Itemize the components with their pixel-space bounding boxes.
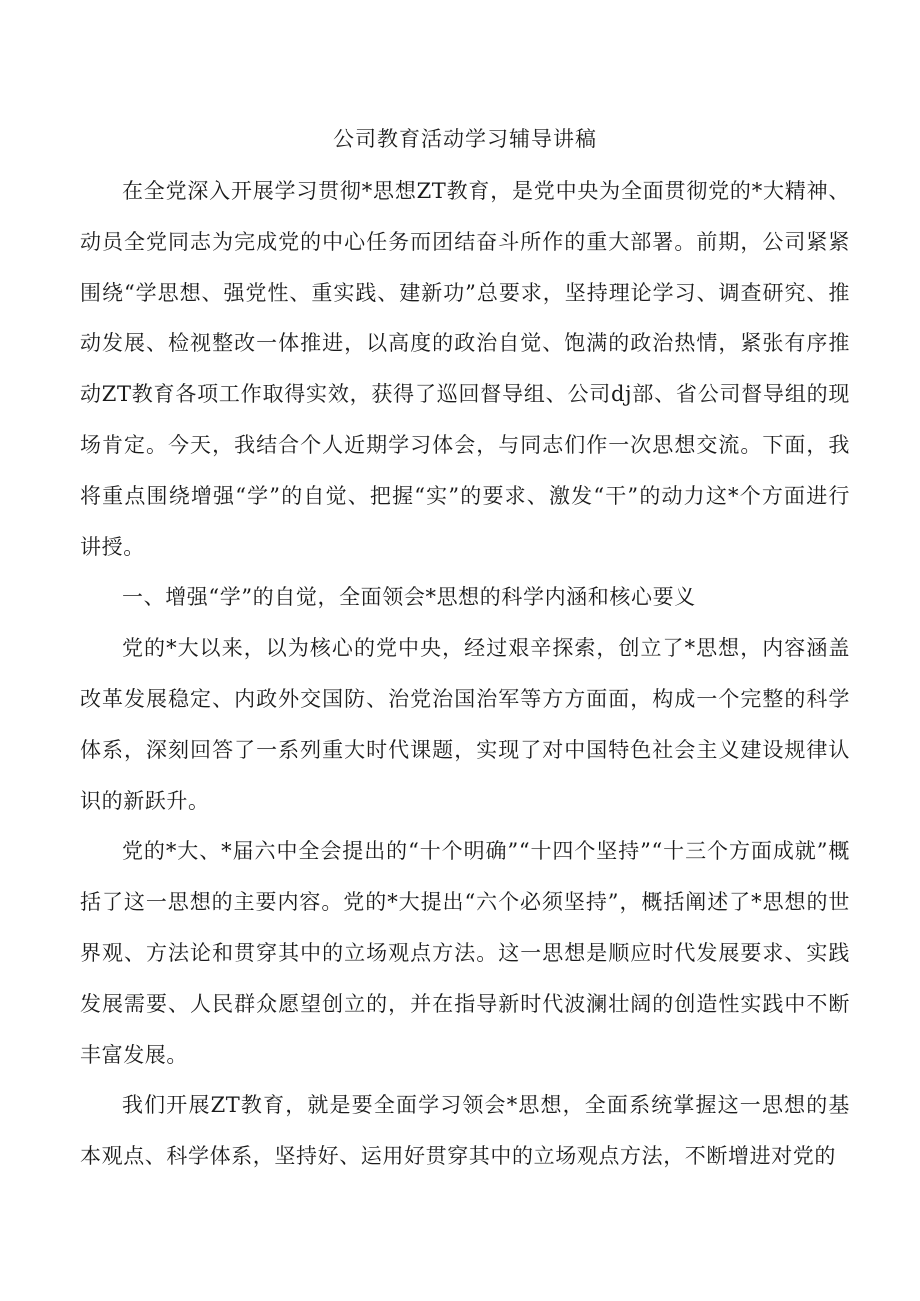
- document-title: 公司教育活动学习辅导讲稿: [333, 127, 597, 151]
- paragraph-intro: 在全党深入开展学习贯彻*思想ZT教育，是党中央为全面贯彻党的*大精神、动员全党同志为完成党的中心任务而团结奋斗所作的重大部署。前期，公司紧紧围绕“学思想、强党性、重实践、建新功”总要求，坚持理论学习、调查研究、推动发展、检视整改一体推进，以高度的政治自觉、饱满的政治热情，紧张有序推动ZT教育各项工作取得实效，获得了巡回督导组、公司dj部、省公司督导组的现场肯定。今天，我结合个人近期学习体会，与同志们作一次思想交流。下面，我将重点围绕增强“学”的自觉、把握“实”的要求、激发“干”的动力这*个方面进行讲授。: [80, 179, 850, 559]
- paragraph-4: 我们开展ZT教育，就是要全面学习领会*思想，全面系统掌握这一思想的基本观点、科学体系，坚持好、运用好贯穿其中的立场观点方法，不断增进对党的: [80, 1093, 850, 1169]
- document-page: [80, 118, 850, 1182]
- paragraph-2: 党的*大以来，以为核心的党中央，经过艰辛探索，创立了*思想，内容涵盖改革发展稳定、内政外交国防、治党治国治军等方方面面，构成一个完整的科学体系，深刻回答了一系列重大时代课题，实现了对中国特色社会主义建设规律认识的新跃升。: [80, 636, 850, 813]
- paragraph-3: 党的*大、*届六中全会提出的“十个明确”“十四个坚持”“十三个方面成就”概括了这一思想的主要内容。党的*大提出“六个必须坚持”，概括阐述了*思想的世界观、方法论和贯穿其中的立场观点方法。这一思想是顺应时代发展要求、实践发展需要、人民群众愿望创立的，并在指导新时代波澜壮阔的创造性实践中不断丰富发展。: [80, 839, 850, 1067]
- section-heading-1: 一、增强“学”的自觉，全面领会*思想的科学内涵和核心要义: [122, 585, 696, 610]
